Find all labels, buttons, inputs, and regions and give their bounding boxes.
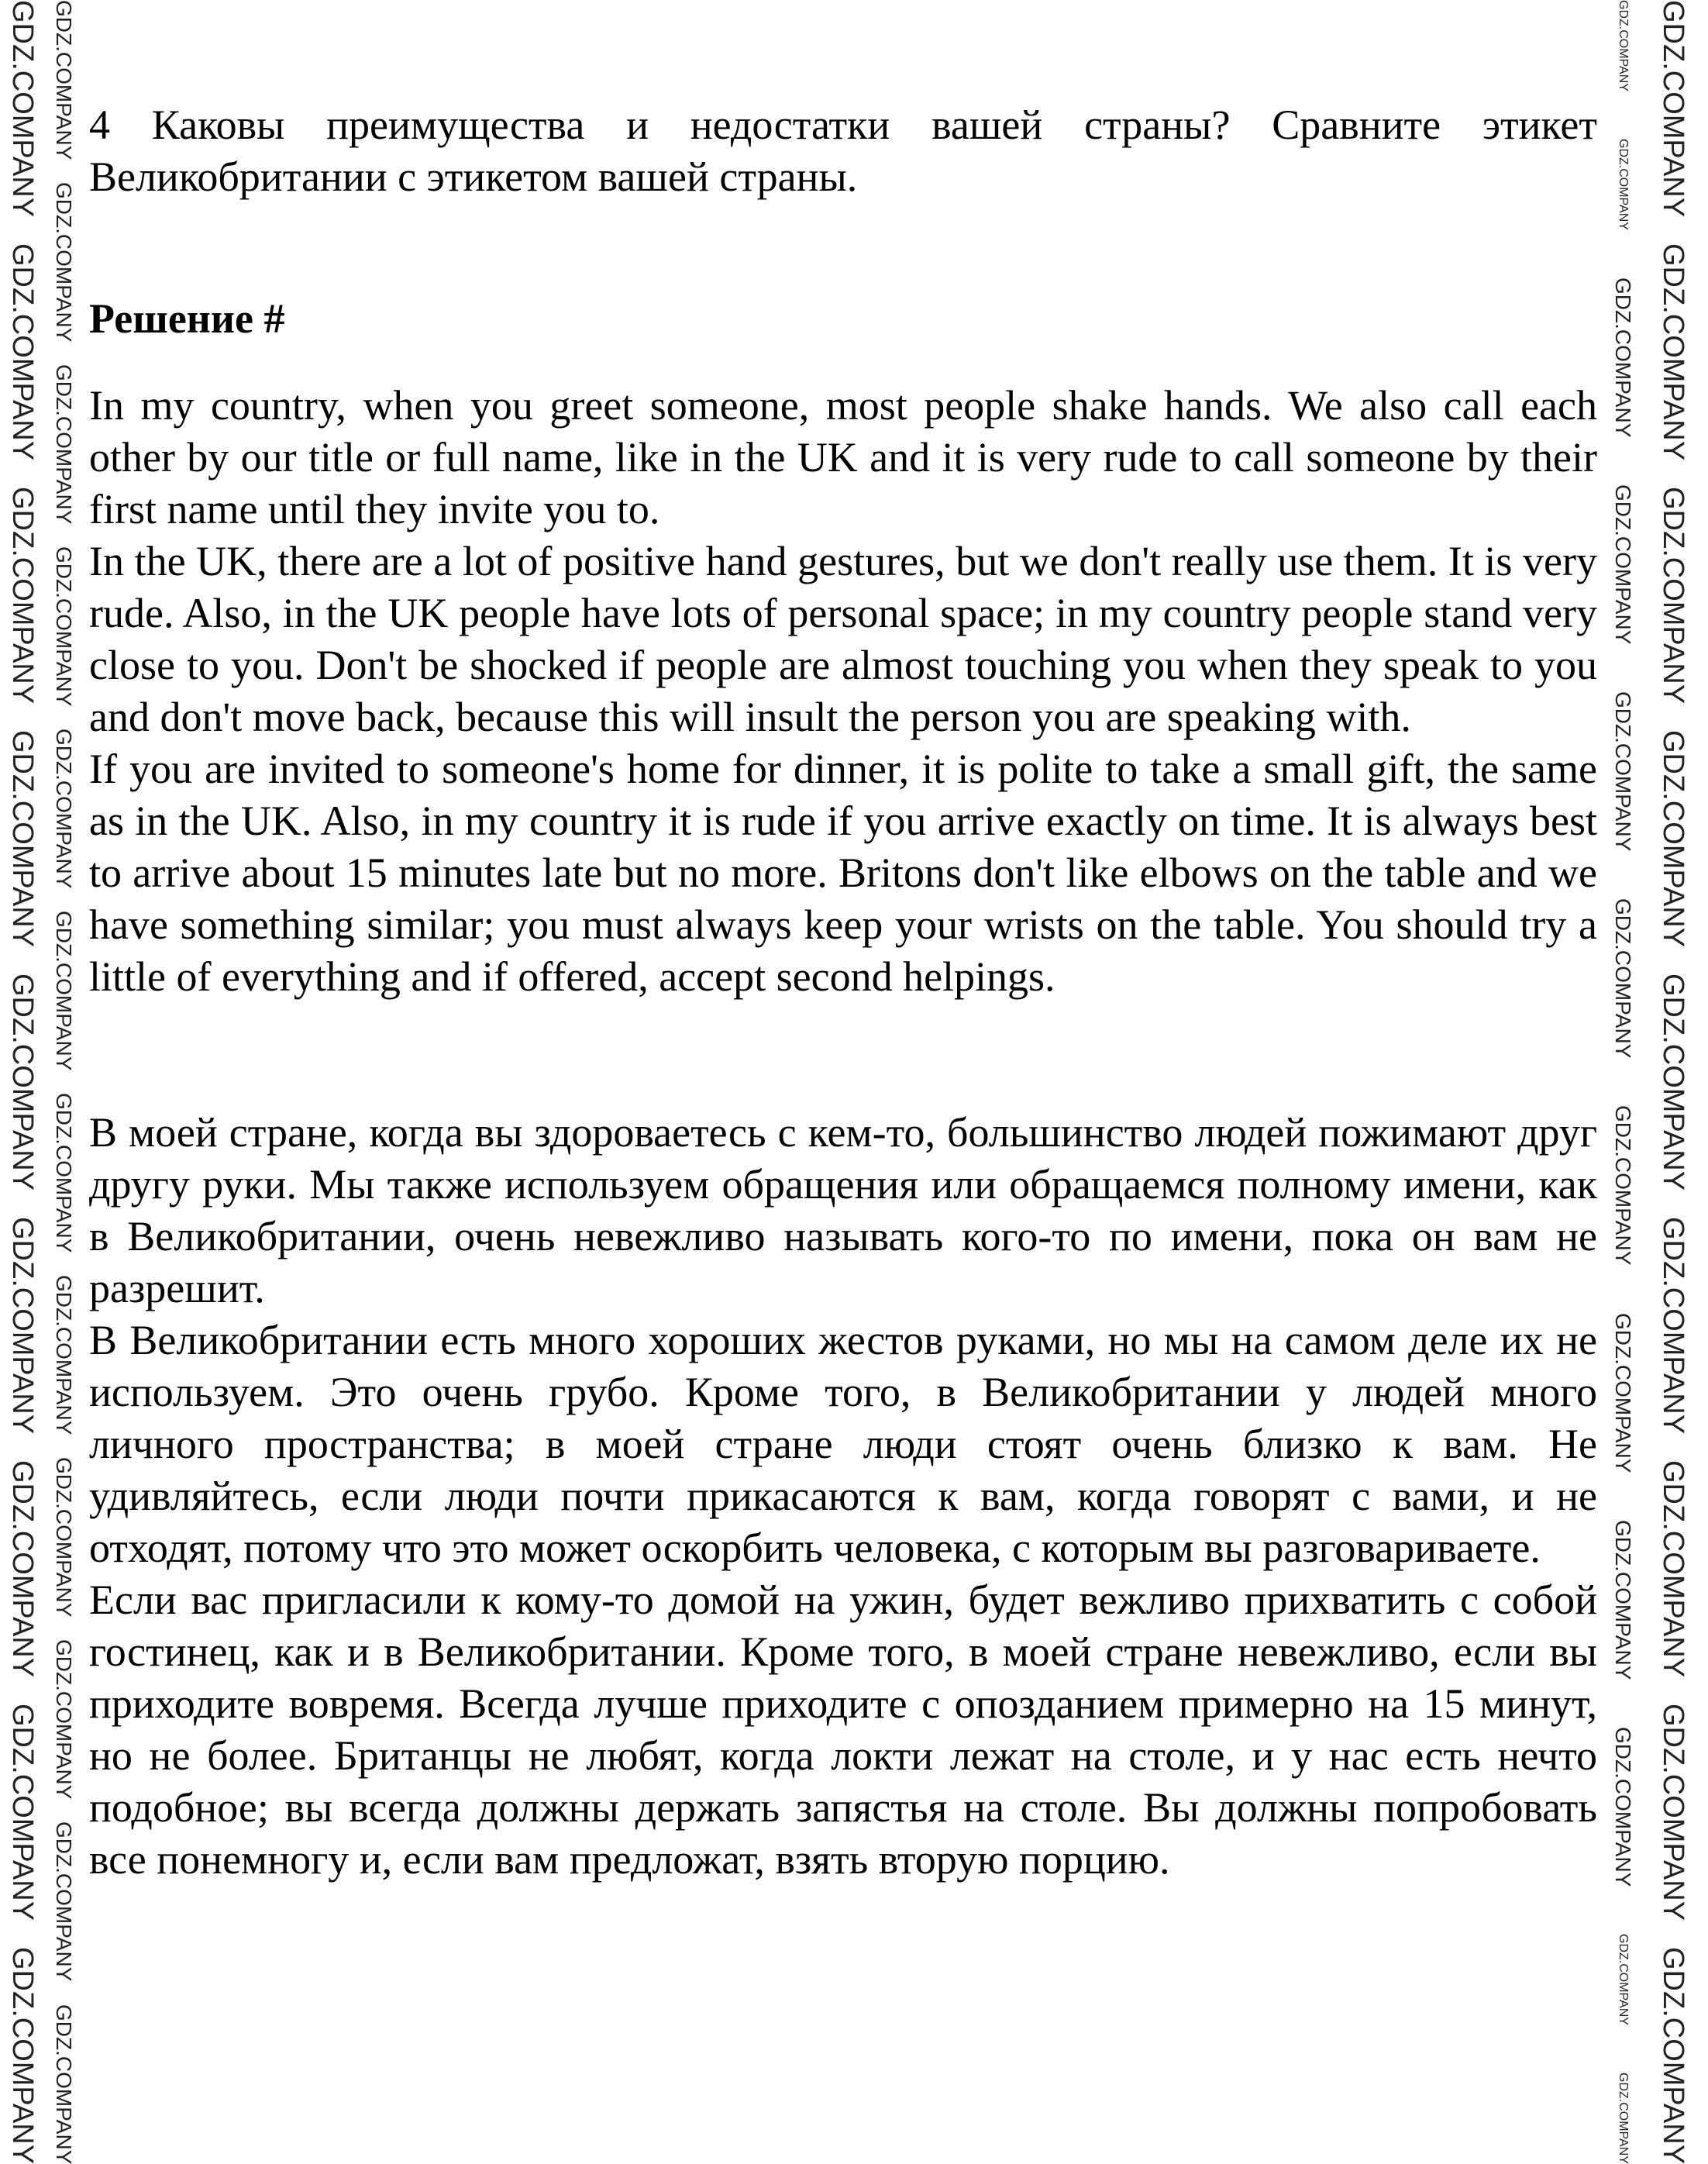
watermark-column-left-inner: [48, 0, 79, 2164]
watermark: GDZ.COMPANY: [1657, 973, 1689, 1191]
task-question: 4 Каковы преимущества и недостатки вашей страны? Сравните этикет Великобритании с этикетом вашей страны.: [89, 102, 1597, 200]
watermark: GDZ.COMPANY: [1617, 138, 1630, 230]
watermark: GDZ.COMPANY: [1611, 1105, 1635, 1266]
watermark: GDZ.COMPANY: [6, 1946, 39, 2164]
watermark: GDZ.COMPANY: [1657, 0, 1689, 218]
answer-ru-paragraph-3: Если вас пригласили к кому-то домой на ужин, будет вежливо прихватить с собой гостинец, как и в Великобритании. Кроме того, в моей стране невежливо, если вы приходите вовремя. Всегда лучше приходите с опозданием примерно на 15 минут, но не более. Британцы не любят, когда локти лежат на столе, и у нас есть нечто подобное; вы всегда должны держать запястья на столе. Вы должны попробовать все понемногу и, если вам предложат, взять вторую порцию.: [89, 1576, 1597, 1883]
watermark: GDZ.COMPANY: [1611, 484, 1635, 645]
answer-ru-paragraph-1: В моей стране, когда вы здороваетесь с кем-то, большинство людей пожимают друг другу руки. Мы также используем обращения или обращаемся полному имени, как в Великобритании, очень невежливо называть кого-то по имени, пока он вам не разрешит.: [89, 1109, 1597, 1311]
watermark: GDZ.COMPANY: [6, 729, 39, 948]
answer-en-paragraph-2: In the UK, there are a lot of positive hand gestures, but we don't really use them. It is very rude. Also, in the UK people have lots of personal space; in my country people stand very close to you. Don't be shocked if people are almost touching you when they speak to you and don't move back, because this will insult the person you are speaking with.: [89, 538, 1597, 740]
watermark: GDZ.COMPANY: [6, 973, 39, 1191]
watermark: GDZ.COMPANY: [1657, 729, 1689, 948]
watermark: GDZ.COMPANY: [1617, 0, 1630, 91]
watermark: GDZ.COMPANY: [1657, 1703, 1689, 1921]
watermark: GDZ.COMPANY: [6, 486, 39, 705]
watermark: GDZ.COMPANY: [1657, 1216, 1689, 1435]
watermark: GDZ.COMPANY: [52, 0, 76, 160]
watermark: GDZ.COMPANY: [6, 1703, 39, 1921]
watermark: GDZ.COMPANY: [52, 1093, 76, 1253]
watermark-column-right-inner: [1607, 0, 1638, 2164]
watermark: GDZ.COMPANY: [52, 1639, 76, 1800]
watermark-column-left-outer: [5, 0, 40, 2164]
answer-en-paragraph-1: In my country, when you greet someone, most people shake hands. We also call each other by our title or full name, like in the UK and it is very rude to call someone by their first name until they invite you to.: [89, 382, 1597, 532]
watermark: GDZ.COMPANY: [1657, 486, 1689, 705]
answer-body: [89, 380, 1597, 1886]
watermark: GDZ.COMPANY: [6, 1216, 39, 1435]
watermark: GDZ.COMPANY: [52, 1275, 76, 1435]
watermark: GDZ.COMPANY: [52, 729, 76, 889]
watermark: GDZ.COMPANY: [1611, 277, 1635, 437]
watermark: GDZ.COMPANY: [52, 1457, 76, 1618]
watermark: GDZ.COMPANY: [6, 1459, 39, 1677]
watermark: GDZ.COMPANY: [1657, 243, 1689, 461]
watermark: GDZ.COMPANY: [1611, 1727, 1635, 1887]
watermark: GDZ.COMPANY: [52, 546, 76, 707]
watermark: GDZ.COMPANY: [52, 364, 76, 525]
watermark: GDZ.COMPANY: [1617, 1934, 1630, 2026]
watermark: GDZ.COMPANY: [1611, 691, 1635, 852]
paragraph-gap: [89, 1003, 1597, 1107]
answer-ru-paragraph-2: В Великобритании есть много хороших жестов руками, но мы на самом деле их не используем. Это очень грубо. Кроме того, в Великобритании у людей много личного пространства; в моей стране люди стоят очень близко к вам. Не удивляйтесь, если люди почти прикасаются к вам, когда говорят с вами, и не отходят, потому что это может оскорбить человека, с которым вы разговариваете.: [89, 1317, 1597, 1571]
watermark: GDZ.COMPANY: [1617, 2073, 1630, 2164]
watermark: GDZ.COMPANY: [52, 2004, 76, 2164]
watermark: GDZ.COMPANY: [6, 0, 39, 218]
watermark-column-right-outer: [1654, 0, 1693, 2164]
watermark: GDZ.COMPANY: [1611, 898, 1635, 1059]
watermark: GDZ.COMPANY: [1657, 1459, 1689, 1677]
watermark: GDZ.COMPANY: [52, 911, 76, 1071]
watermark: GDZ.COMPANY: [52, 182, 76, 343]
solution-heading: Решение #: [89, 295, 285, 342]
watermark: GDZ.COMPANY: [1657, 1946, 1689, 2164]
watermark: GDZ.COMPANY: [6, 243, 39, 461]
watermark: GDZ.COMPANY: [1611, 1312, 1635, 1473]
answer-en-paragraph-3: If you are invited to someone's home for dinner, it is polite to take a small gift, the same as in the UK. Also, in my country it is rude if you arrive exactly on time. It is always best to arrive about 15 minutes late but no more. Britons don't like elbows on the table and we have something similar; you must always keep your wrists on the table. You should try a little of everything and if offered, accept second helpings.: [89, 746, 1597, 1000]
watermark: GDZ.COMPANY: [1611, 1519, 1635, 1680]
watermark: GDZ.COMPANY: [52, 1821, 76, 1982]
